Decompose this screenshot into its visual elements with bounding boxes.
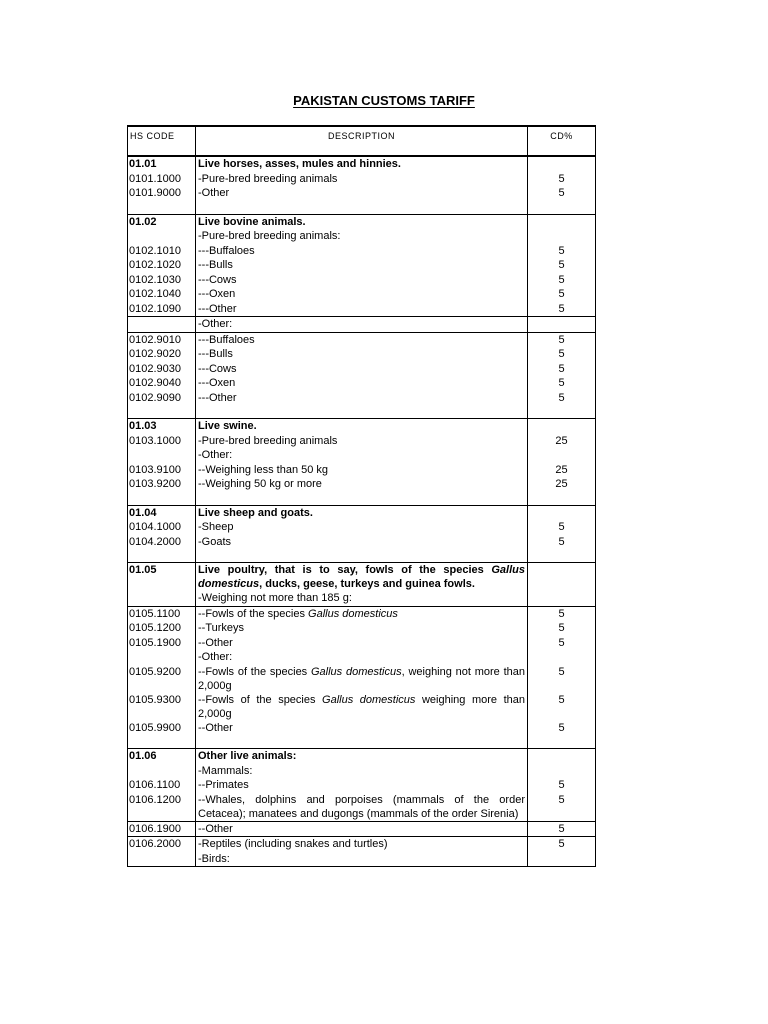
description-cell: ---Cows xyxy=(196,273,528,288)
cd-rate-cell: 25 xyxy=(528,434,596,449)
hs-code-cell: 0105.9300 xyxy=(128,693,196,721)
cd-rate-cell: 5 xyxy=(528,535,596,550)
description-cell: --Primates xyxy=(196,778,528,793)
blank-cell xyxy=(196,492,528,506)
description-cell xyxy=(196,563,528,592)
cd-rate-cell: 5 xyxy=(528,347,596,362)
blank-cell xyxy=(128,492,196,506)
description-cell: Live sheep and goats. xyxy=(196,505,528,520)
hs-code-cell: 0103.9100 xyxy=(128,463,196,478)
description-cell: --Whales, dolphins and porpoises (mammals of the order Cetacea); manatees and dugongs (mammals of the order Sirenia) xyxy=(196,793,528,822)
hs-code-cell: 01.02 xyxy=(128,214,196,229)
blank-cell xyxy=(528,735,596,749)
description-cell: ---Other xyxy=(196,391,528,406)
table-row xyxy=(128,793,596,822)
description-cell: Live swine. xyxy=(196,419,528,434)
species-name: Gallus domesticus xyxy=(198,564,525,590)
table-row xyxy=(128,434,596,449)
table-row xyxy=(128,636,596,651)
blank-cell xyxy=(196,405,528,419)
description-cell: --Weighing less than 50 kg xyxy=(196,463,528,478)
blank-row xyxy=(128,201,596,215)
hs-code-cell: 0102.1030 xyxy=(128,273,196,288)
table-row xyxy=(128,347,596,362)
hs-code-cell xyxy=(128,591,196,606)
table-row xyxy=(128,606,596,621)
cd-rate-cell: 5 xyxy=(528,376,596,391)
table-row xyxy=(128,693,596,721)
hs-code-cell: 0106.1100 xyxy=(128,778,196,793)
cd-rate-cell xyxy=(528,591,596,606)
hs-code-cell: 0102.1010 xyxy=(128,244,196,259)
description-cell: ---Oxen xyxy=(196,376,528,391)
cd-rate-cell: 25 xyxy=(528,463,596,478)
hs-code-cell: 0105.1200 xyxy=(128,621,196,636)
description-cell: ---Buffaloes xyxy=(196,332,528,347)
description-cell: -Weighing not more than 185 g: xyxy=(196,591,528,606)
cd-rate-cell: 5 xyxy=(528,837,596,852)
description-cell xyxy=(196,693,528,721)
blank-cell xyxy=(196,549,528,563)
cd-rate-cell: 5 xyxy=(528,391,596,406)
hs-code-cell: 0102.1090 xyxy=(128,302,196,317)
table-row xyxy=(128,463,596,478)
description-cell: -Pure-bred breeding animals: xyxy=(196,229,528,244)
hs-code-cell: 0106.1900 xyxy=(128,821,196,837)
column-header-hs-code: HS CODE xyxy=(128,126,196,156)
hs-code-cell: 0103.9200 xyxy=(128,477,196,492)
hs-code-cell: 01.05 xyxy=(128,563,196,592)
table-header-row xyxy=(128,126,596,156)
column-header-description: DESCRIPTION xyxy=(196,126,528,156)
species-name: Gallus domesticus xyxy=(308,607,398,620)
description-cell: Other live animals: xyxy=(196,749,528,764)
cd-rate-cell: 5 xyxy=(528,693,596,721)
cd-rate-cell xyxy=(528,419,596,434)
hs-code-cell: 0102.9020 xyxy=(128,347,196,362)
hs-code-cell xyxy=(128,229,196,244)
hs-code-cell: 0105.1900 xyxy=(128,636,196,651)
table-row xyxy=(128,258,596,273)
cd-rate-cell: 5 xyxy=(528,287,596,302)
description-cell: -Mammals: xyxy=(196,764,528,779)
hs-code-cell: 0102.9010 xyxy=(128,332,196,347)
cd-rate-cell: 5 xyxy=(528,520,596,535)
description-cell: -Other: xyxy=(196,448,528,463)
table-row xyxy=(128,764,596,779)
cd-rate-cell: 5 xyxy=(528,302,596,317)
heading-row xyxy=(128,156,596,172)
cd-rate-cell: 25 xyxy=(528,477,596,492)
table-row xyxy=(128,520,596,535)
cd-rate-cell: 5 xyxy=(528,186,596,201)
page-title: PAKISTAN CUSTOMS TARIFF xyxy=(293,93,475,108)
cd-rate-cell: 5 xyxy=(528,778,596,793)
table-row xyxy=(128,332,596,347)
hs-code-cell: 01.01 xyxy=(128,156,196,172)
cd-rate-cell: 5 xyxy=(528,362,596,377)
cd-rate-cell xyxy=(528,764,596,779)
blank-row xyxy=(128,549,596,563)
table-row xyxy=(128,535,596,550)
table-row xyxy=(128,621,596,636)
table-row xyxy=(128,448,596,463)
description-text: --Fowls of the species xyxy=(198,607,309,620)
blank-cell xyxy=(528,405,596,419)
blank-cell xyxy=(196,201,528,215)
description-cell: -Other: xyxy=(196,650,528,665)
description-cell: -Other: xyxy=(196,317,528,333)
hs-code-cell: 0101.9000 xyxy=(128,186,196,201)
description-cell: ---Cows xyxy=(196,362,528,377)
hs-code-cell: 01.03 xyxy=(128,419,196,434)
cd-rate-cell: 5 xyxy=(528,606,596,621)
description-cell: --Other xyxy=(196,721,528,736)
description-cell: Live horses, asses, mules and hinnies. xyxy=(196,156,528,172)
description-text: , ducks, geese, turkeys and guinea fowls. xyxy=(259,578,475,590)
hs-code-cell: 0102.9030 xyxy=(128,362,196,377)
blank-cell xyxy=(528,549,596,563)
description-text: --Fowls of the species xyxy=(198,693,323,706)
table-row xyxy=(128,852,596,867)
heading-row xyxy=(128,563,596,592)
blank-cell xyxy=(128,549,196,563)
table-row xyxy=(128,302,596,317)
hs-code-cell xyxy=(128,650,196,665)
description-cell: ---Oxen xyxy=(196,287,528,302)
hs-code-cell xyxy=(128,764,196,779)
description-cell: -Goats xyxy=(196,535,528,550)
cd-rate-cell xyxy=(528,505,596,520)
hs-code-cell: 0105.9200 xyxy=(128,665,196,693)
hs-code-cell: 0105.1100 xyxy=(128,606,196,621)
cd-rate-cell: 5 xyxy=(528,721,596,736)
description-cell: --Other xyxy=(196,821,528,837)
description-cell: ---Bulls xyxy=(196,347,528,362)
table-row xyxy=(128,721,596,736)
cd-rate-cell xyxy=(528,448,596,463)
hs-code-cell: 0105.9900 xyxy=(128,721,196,736)
blank-cell xyxy=(128,735,196,749)
table-row xyxy=(128,376,596,391)
blank-row xyxy=(128,405,596,419)
description-cell: -Pure-bred breeding animals xyxy=(196,434,528,449)
cd-rate-cell xyxy=(528,650,596,665)
heading-row xyxy=(128,214,596,229)
description-cell: ---Other xyxy=(196,302,528,317)
description-text: Live poultry, that is to say, fowls of the species xyxy=(198,564,492,576)
description-cell: --Weighing 50 kg or more xyxy=(196,477,528,492)
blank-row xyxy=(128,492,596,506)
table-row xyxy=(128,186,596,201)
cd-rate-cell: 5 xyxy=(528,258,596,273)
description-cell: --Other xyxy=(196,636,528,651)
table-row xyxy=(128,837,596,852)
description-text: weighing more than 2,000g xyxy=(198,693,525,720)
table-row xyxy=(128,591,596,606)
hs-code-cell: 01.06 xyxy=(128,749,196,764)
description-cell: ---Bulls xyxy=(196,258,528,273)
cd-rate-cell: 5 xyxy=(528,172,596,187)
table-row xyxy=(128,391,596,406)
hs-code-cell: 0102.1020 xyxy=(128,258,196,273)
cd-rate-cell xyxy=(528,563,596,592)
hs-code-cell: 0102.1040 xyxy=(128,287,196,302)
hs-code-cell xyxy=(128,448,196,463)
cd-rate-cell xyxy=(528,214,596,229)
blank-cell xyxy=(196,735,528,749)
cd-rate-cell xyxy=(528,749,596,764)
species-name: Gallus domesticus xyxy=(310,665,402,678)
table-row xyxy=(128,273,596,288)
cd-rate-cell: 5 xyxy=(528,332,596,347)
tariff-table xyxy=(127,125,596,867)
hs-code-cell xyxy=(128,852,196,867)
hs-code-cell: 0106.2000 xyxy=(128,837,196,852)
heading-row xyxy=(128,749,596,764)
hs-code-cell: 0104.2000 xyxy=(128,535,196,550)
hs-code-cell: 0101.1000 xyxy=(128,172,196,187)
table-row xyxy=(128,229,596,244)
hs-code-cell: 0106.1200 xyxy=(128,793,196,822)
cd-rate-cell: 5 xyxy=(528,244,596,259)
heading-row xyxy=(128,505,596,520)
description-cell: -Birds: xyxy=(196,852,528,867)
cd-rate-cell xyxy=(528,156,596,172)
table-row xyxy=(128,287,596,302)
blank-cell xyxy=(128,405,196,419)
column-header-cd-rate: CD% xyxy=(528,126,596,156)
table-row xyxy=(128,172,596,187)
blank-row xyxy=(128,735,596,749)
cd-rate-cell xyxy=(528,229,596,244)
cd-rate-cell xyxy=(528,852,596,867)
cd-rate-cell: 5 xyxy=(528,636,596,651)
table-row xyxy=(128,821,596,837)
description-cell xyxy=(196,606,528,621)
hs-code-cell: 0103.1000 xyxy=(128,434,196,449)
hs-code-cell: 01.04 xyxy=(128,505,196,520)
hs-code-cell xyxy=(128,317,196,333)
table-row xyxy=(128,665,596,693)
heading-row xyxy=(128,419,596,434)
cd-rate-cell: 5 xyxy=(528,273,596,288)
hs-code-cell: 0102.9090 xyxy=(128,391,196,406)
description-text: --Fowls of the species xyxy=(198,665,311,678)
description-cell: ---Buffaloes xyxy=(196,244,528,259)
description-text: , weighing not more than 2,000g xyxy=(198,665,525,692)
table-row xyxy=(128,477,596,492)
description-cell: -Sheep xyxy=(196,520,528,535)
table-row xyxy=(128,362,596,377)
blank-cell xyxy=(528,492,596,506)
description-cell: -Pure-bred breeding animals xyxy=(196,172,528,187)
table-row xyxy=(128,778,596,793)
blank-cell xyxy=(128,201,196,215)
description-cell: Live bovine animals. xyxy=(196,214,528,229)
cd-rate-cell: 5 xyxy=(528,793,596,822)
table-body xyxy=(128,156,596,867)
table-row xyxy=(128,650,596,665)
hs-code-cell: 0102.9040 xyxy=(128,376,196,391)
description-cell xyxy=(196,665,528,693)
blank-cell xyxy=(528,201,596,215)
description-cell: -Reptiles (including snakes and turtles) xyxy=(196,837,528,852)
table-row xyxy=(128,244,596,259)
cd-rate-cell xyxy=(528,317,596,333)
description-cell: --Turkeys xyxy=(196,621,528,636)
hs-code-cell: 0104.1000 xyxy=(128,520,196,535)
table-row xyxy=(128,317,596,333)
cd-rate-cell: 5 xyxy=(528,821,596,837)
cd-rate-cell: 5 xyxy=(528,621,596,636)
cd-rate-cell: 5 xyxy=(528,665,596,693)
description-cell: -Other xyxy=(196,186,528,201)
species-name: Gallus domesticus xyxy=(322,693,416,706)
